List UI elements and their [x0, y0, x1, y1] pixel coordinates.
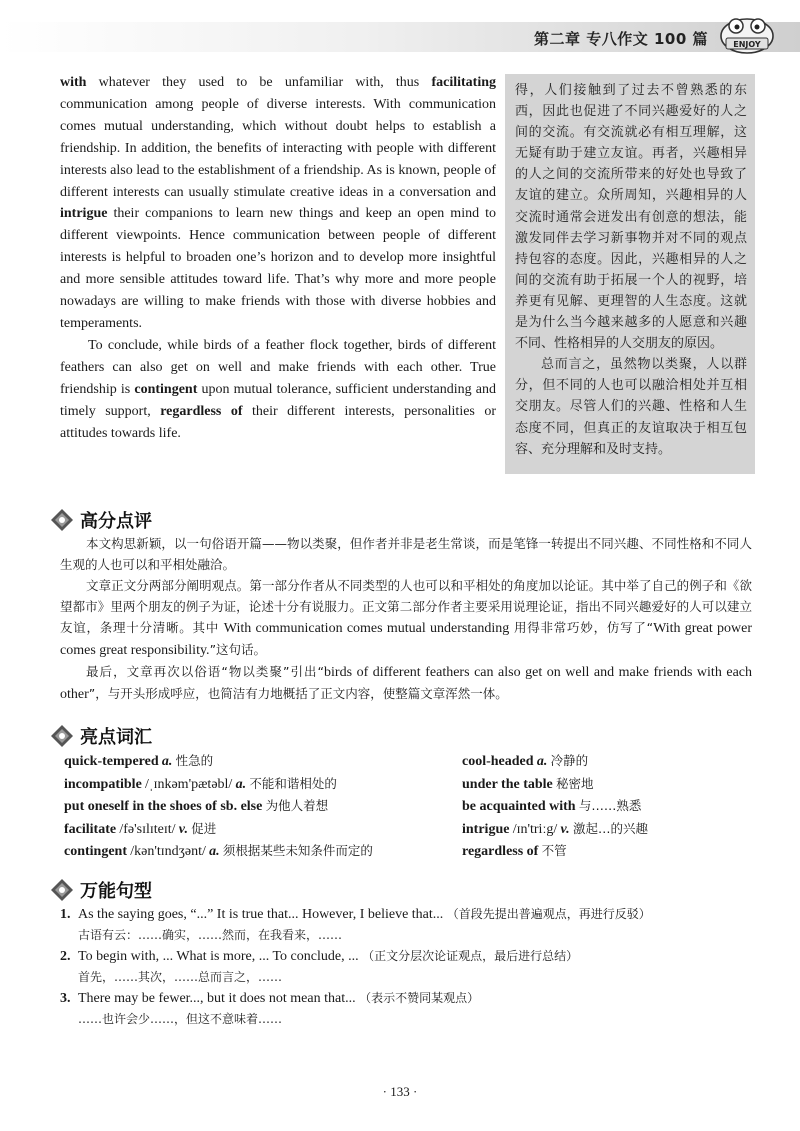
vocab-item: quick-tempered a. 性急的 — [64, 753, 214, 769]
section-vocab-title: 亮点词汇 — [80, 727, 152, 748]
pattern-item: 1. As the saying goes, “...” It is true that... However, I believe that... （首段先提出普遍观点，再进行反驳） 古语有云：……确实，……然而，在我看来，…… — [60, 907, 651, 942]
essay-text-run: upon mutual tolerance, sufficient understanding and timely support, — [60, 381, 496, 419]
essay-paragraph-2 — [60, 335, 496, 445]
vocab-item: be acquainted with 与……熟悉 — [462, 798, 642, 814]
essay-bold-term: contingent — [134, 381, 198, 397]
vocab-item: under the table 秘密地 — [462, 775, 594, 792]
pattern-item: 2. To begin with, ... What is more, ... To conclude, ... （正文分层次论证观点，最后进行总结） 首先，……其次，……总而言之，…… — [60, 949, 579, 984]
essay-bold-term: facilitating — [431, 75, 496, 90]
essay-text-run: To conclude, while birds of a feather flock together, birds of different feathers can also get on well and make friends with each other. True friendship is — [60, 337, 496, 397]
section-patterns-heading — [50, 876, 152, 904]
vocab-item: incompatible /ˌɪnkəm'pætəbl/ a. 不能和谐相处的 — [64, 775, 337, 792]
svg-text:ENJOY: ENJOY — [733, 40, 761, 49]
comment-paragraph-2: 文章正文分两部分阐明观点。第一部分作者从不同类型的人也可以和平相处的角度加以论证。其中举了自己的例子和《欲望都市》里两个朋友的例子为证，论述十分有说服力。正文第二部分作者主要采用说理论证，指出不同兴趣爱好的人可以建立友谊，条理十分清晰。其中 With communication comes mutual understanding 用得非常巧妙，仿写了“With great power comes great responsibility.”这句话。 — [60, 578, 752, 658]
essay-text-run: their different interests, personalities or attitudes towards life. — [60, 403, 497, 441]
essay-english — [60, 72, 496, 444]
essay-bold-term: intrigue — [60, 206, 108, 222]
essay-text-run: whatever they used to be unfamiliar with, thus — [86, 75, 432, 90]
page-number: · 133 · — [382, 1084, 418, 1099]
essay-bold-term: regardless of — [160, 403, 243, 419]
translation-paragraph-2: 总而言之，虽然物以类聚，人以群分，但不同的人也可以融洽相处并互相交朋友。尽管人们的兴趣、性格和人生态度不同，但真正的友谊取决于相互包容、充分理解和及时支持。 — [515, 357, 747, 457]
vocab-item: regardless of 不管 — [462, 843, 567, 859]
comment-paragraph-1: 本文构思新颖，以一句俗语开篇——物以类聚，但作者并非是老生常谈，而是笔锋一转提出不同兴趣、不同性格和不同人生观的人也可以和平相处融洽。 — [60, 536, 752, 572]
vocab-item: put oneself in the shoes of sb. else 为他人着想 — [64, 798, 329, 814]
vocab-item: contingent /kən'tɪndʒənt/ a. 须根据某些未知条件而定的 — [64, 843, 373, 859]
mascot-logo-icon — [714, 8, 780, 56]
section-vocab-heading — [50, 722, 152, 750]
pattern-item: 3. There may be fewer..., but it does not mean that... （表示不赞同某观点） ……也许会少……，但这不意味着…… — [60, 991, 480, 1026]
comment-body — [60, 533, 752, 705]
diamond-bullet-icon — [50, 878, 74, 902]
translation-box — [505, 74, 755, 474]
vocab-column-left — [64, 750, 373, 863]
diamond-bullet-icon — [50, 724, 74, 748]
translation-paragraph-1: 得，人们接触到了过去不曾熟悉的东西，因此也促进了不同兴趣爱好的人之间的交流。有交流就必有相互理解，这无疑有助于建立友谊。再者，兴趣相异的人之间的交流所带来的好处也导致了友谊的建立。众所周知，兴趣相异的人交流时通常会迸发出有创意的想法，能激发同伴去学习新事物并对不同的观点持包容的态度。因此，兴趣相异的人之间的交流有助于拓展一个人的视野，培养更有见解、更理智的人生态度。这就是为什么当今越来越多的人愿意和兴趣不同、性格相异的人交朋友的原因。 — [515, 83, 747, 352]
essay-text-run: communication among people of diverse interests. With communication comes mutual understanding, which without doubt helps to establish a friendship. In addition, the benefits of interacting with people with different interests also lead to the establishment of a friendship. As is known, people of different interests can usually stimulate creative ideas in a conversation and — [60, 96, 496, 200]
pattern-list — [60, 904, 760, 1030]
section-patterns-title: 万能句型 — [80, 881, 152, 902]
vocab-column-right — [462, 750, 648, 863]
essay-paragraph-1 — [60, 72, 496, 335]
section-comment-heading — [50, 506, 152, 534]
section-comment-title: 高分点评 — [80, 511, 152, 532]
essay-text-run: their companions to learn new things and keep an open mind to different viewpoints. Hence communication between people of different interests is helpful to broaden one’s horizon and to develop more insightful and more sensible attitudes toward life. That’s why more and more people nowadays are willing to make friends with those with diverse hobbies and temperaments. — [60, 206, 496, 331]
essay-bold-term: with — [60, 75, 87, 90]
vocab-item: intrigue /ɪn'triːg/ v. 激起…的兴趣 — [462, 820, 648, 837]
vocab-item: cool-headed a. 冷静的 — [462, 753, 589, 769]
comment-paragraph-3: 最后，文章再次以俗语“物以类聚”引出“birds of different feathers can also get on well and make friends with each other”，与开头形成呼应，也简洁有力地概括了正文内容，使整篇文章浑然一体。 — [60, 664, 752, 702]
diamond-bullet-icon — [50, 508, 74, 532]
chapter-title: 第二章 专八作文 100 篇 — [534, 30, 708, 48]
vocab-item: facilitate /fə'sɪlɪteɪt/ v. 促进 — [64, 820, 217, 837]
